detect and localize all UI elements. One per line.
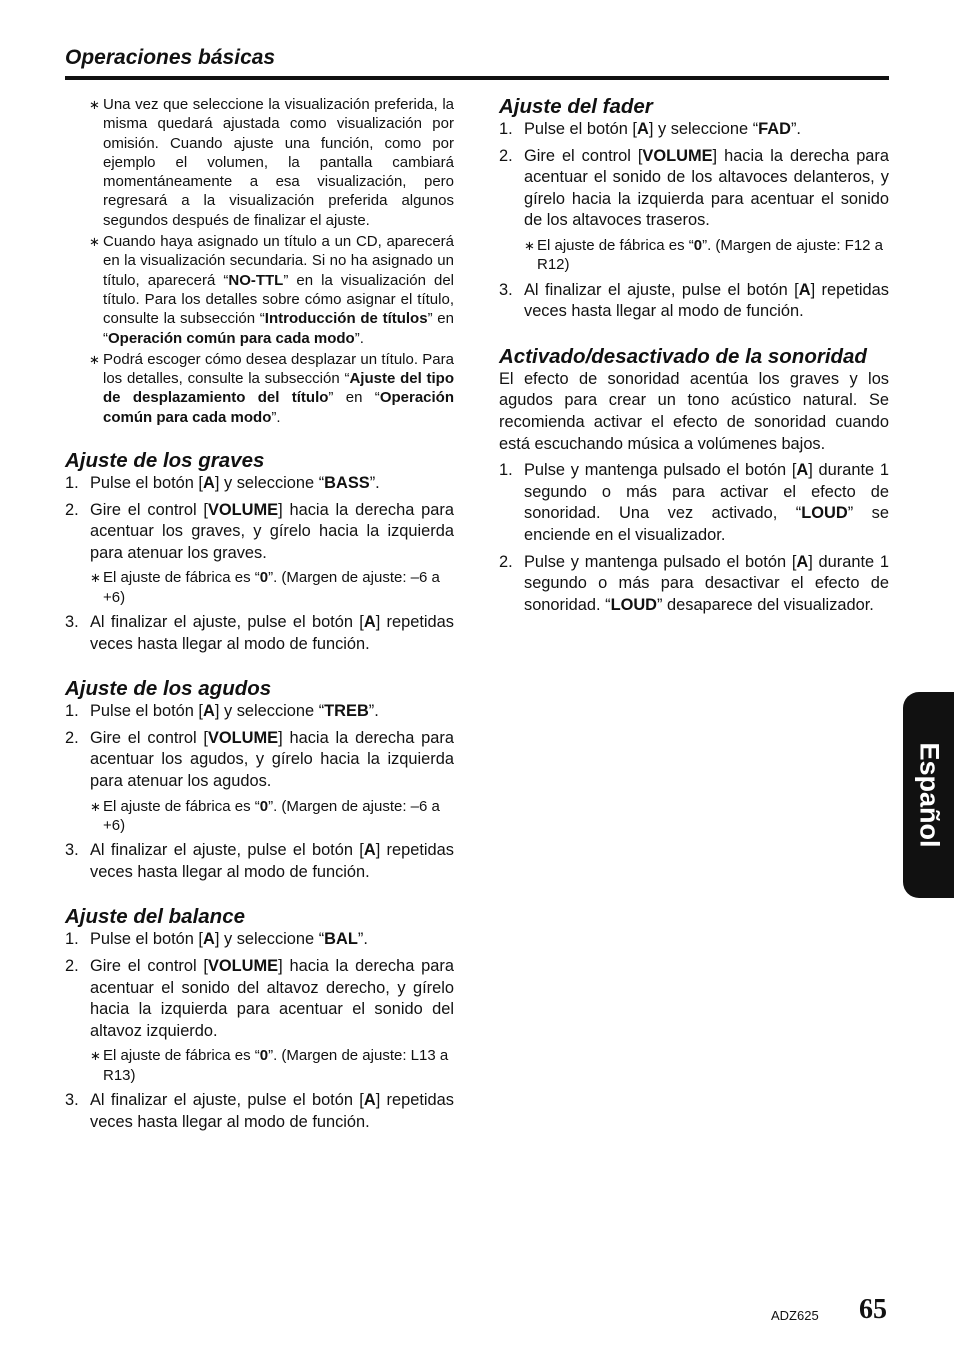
bold-term: 0 bbox=[259, 797, 269, 815]
section-title: Activado/desactivado de la sonoridad bbox=[499, 344, 867, 368]
section-title: Ajuste de los graves bbox=[65, 449, 265, 473]
step-text: Pulse el botón [A] y seleccione “BASS”. bbox=[90, 474, 380, 493]
bold-term: VOLUME bbox=[207, 500, 279, 519]
asterisk-icon: ∗ bbox=[524, 237, 535, 253]
bold-term: A bbox=[363, 841, 376, 860]
step-number: 3. bbox=[65, 1090, 79, 1109]
language-tab bbox=[903, 692, 954, 898]
step-text: Pulse el botón [A] y seleccione “FAD”. bbox=[524, 120, 801, 138]
right-column bbox=[499, 95, 889, 621]
step-item bbox=[499, 460, 889, 546]
section bbox=[65, 905, 454, 1133]
step-note bbox=[65, 568, 454, 607]
bold-term: A bbox=[203, 930, 215, 949]
bold-term: A bbox=[796, 552, 809, 571]
bold-term: VOLUME bbox=[207, 728, 279, 747]
language-tab-label: Español bbox=[914, 742, 944, 848]
bold-term: LOUD bbox=[801, 504, 848, 523]
note-text: El ajuste de fábrica es “0”. (Margen de ajuste: L13 a R13) bbox=[103, 1047, 449, 1084]
step-text: Pulse el botón [A] y seleccione “BAL”. bbox=[90, 930, 368, 949]
bold-term: Ajuste del tipo de desplazamiento del título bbox=[103, 370, 455, 407]
section bbox=[65, 449, 454, 655]
section-title: Ajuste del fader bbox=[499, 95, 653, 118]
bold-term: A bbox=[796, 461, 809, 480]
step-text: Al finalizar el ajuste, pulse el botón [A] repetidas veces hasta llegar al modo de función. bbox=[90, 841, 454, 881]
step-item bbox=[65, 701, 454, 723]
note-text: Una vez que seleccione la visualización preferida, la misma quedará ajustada como visualización por omisión. Cuando ajuste una función, como por ejemplo el volumen, la pantalla cambiará momentáneamente a esa visualización, pero regresará a la visualización preferida algunos segundos después de finalizar el ajuste. bbox=[103, 96, 454, 229]
bold-term: TREB bbox=[324, 702, 369, 721]
step-number: 1. bbox=[65, 930, 79, 949]
section-title: Ajuste del balance bbox=[65, 905, 246, 929]
page-section-title: Operaciones básicas bbox=[65, 46, 276, 69]
note-text: El ajuste de fábrica es “0”. (Margen de ajuste: –6 a +6) bbox=[103, 569, 440, 606]
bold-term: A bbox=[363, 613, 376, 632]
bold-term: BASS bbox=[324, 474, 370, 493]
intro-notes bbox=[65, 95, 454, 427]
bold-term: LOUD bbox=[610, 595, 657, 614]
step-number: 2. bbox=[499, 146, 513, 165]
step-number: 1. bbox=[65, 474, 79, 493]
step-number: 3. bbox=[65, 841, 79, 860]
step-number: 1. bbox=[499, 461, 513, 480]
step-text: Gire el control [VOLUME] hacia la derecha para acentuar los agudos, y gírelo hacia la izquierda para atenuar los agudos. bbox=[90, 728, 454, 790]
step-number: 1. bbox=[65, 702, 79, 721]
bold-term: VOLUME bbox=[207, 956, 279, 975]
step-text: Pulse y mantenga pulsado el botón [A] durante 1 segundo o más para activar el efecto de sonoridad. Una vez activado, “LOUD” se enciende en el visualizador. bbox=[524, 461, 889, 544]
note-text: El ajuste de fábrica es “0”. (Margen de ajuste: –6 a +6) bbox=[103, 797, 440, 834]
note-text: Podrá escoger cómo desea desplazar un título. Para los detalles, consulte la subsección “Ajuste del tipo de desplazamiento del título” en “Operación común para cada modo”. bbox=[103, 350, 455, 426]
page-number: 65 bbox=[859, 1294, 887, 1325]
step-item bbox=[65, 473, 454, 495]
step-item bbox=[65, 500, 454, 565]
bold-term: 0 bbox=[259, 1047, 269, 1065]
step-text: Gire el control [VOLUME] hacia la derecha para acentuar el sonido de los altavoces delanteros, y gírelo hacia la izquierda para acentuar el sonido de los altavoces traseros. bbox=[524, 146, 889, 230]
asterisk-icon: ∗ bbox=[89, 97, 100, 112]
step-note bbox=[65, 1046, 454, 1085]
bold-term: A bbox=[798, 280, 811, 299]
step-text: Pulse y mantenga pulsado el botón [A] durante 1 segundo o más para desactivar el efecto de sonoridad. “LOUD” desaparece del visualizador. bbox=[524, 552, 889, 614]
step-number: 2. bbox=[65, 956, 79, 975]
section-paragraph: El efecto de sonoridad acentúa los graves y los agudos para crear un tono acústico natural. Se recomienda activar el efecto de sonoridad cuando está escuchando música a volúmenes bajos. bbox=[499, 369, 889, 453]
bold-term: A bbox=[637, 120, 649, 138]
step-text: Pulse el botón [A] y seleccione “TREB”. bbox=[90, 702, 379, 721]
bold-term: Operación común para cada modo bbox=[103, 389, 454, 426]
step-item bbox=[65, 728, 454, 793]
step-note bbox=[65, 797, 454, 836]
bold-term: Operación común para cada modo bbox=[108, 329, 355, 347]
left-column bbox=[65, 95, 454, 1138]
step-item bbox=[499, 119, 889, 141]
step-number: 3. bbox=[65, 613, 79, 632]
step-number: 2. bbox=[65, 500, 79, 519]
model-number: ADZ625 bbox=[771, 1308, 819, 1323]
right-sections bbox=[499, 95, 889, 616]
step-note bbox=[499, 236, 889, 275]
step-text: Al finalizar el ajuste, pulse el botón [A] repetidas veces hasta llegar al modo de función. bbox=[90, 613, 454, 653]
step-text: Gire el control [VOLUME] hacia la derecha para acentuar el sonido del altavoz derecho, y gírelo hacia la izquierda para acentuar el sonido del altavoz izquierdo. bbox=[90, 956, 454, 1040]
step-item bbox=[499, 552, 889, 617]
bold-term: A bbox=[203, 474, 215, 493]
bold-term: 0 bbox=[693, 236, 703, 254]
step-number: 2. bbox=[499, 552, 513, 571]
asterisk-icon: ∗ bbox=[90, 1048, 101, 1064]
asterisk-icon: ∗ bbox=[89, 351, 100, 367]
section bbox=[499, 345, 889, 617]
note-item bbox=[65, 232, 454, 348]
bold-term: 0 bbox=[259, 569, 269, 587]
section-title: Ajuste de los agudos bbox=[65, 677, 272, 701]
section bbox=[499, 95, 889, 323]
section bbox=[65, 677, 454, 883]
step-text: Gire el control [VOLUME] hacia la derecha para acentuar los graves, y gírelo hacia la izquierda para atenuar los graves. bbox=[90, 500, 454, 562]
asterisk-icon: ∗ bbox=[90, 570, 101, 586]
step-item bbox=[65, 956, 454, 1042]
step-text: Al finalizar el ajuste, pulse el botón [A] repetidas veces hasta llegar al modo de función. bbox=[90, 1090, 454, 1131]
bold-term: A bbox=[203, 702, 215, 721]
asterisk-icon: ∗ bbox=[90, 798, 101, 814]
step-number: 2. bbox=[65, 728, 79, 747]
step-number: 1. bbox=[499, 120, 513, 138]
step-item bbox=[65, 1090, 454, 1133]
left-sections bbox=[65, 449, 454, 1133]
note-item bbox=[65, 350, 454, 427]
note-text: Cuando haya asignado un título a un CD, aparecerá en la visualización secundaria. Si no ha asignado un título, aparecerá “NO-TTL” en la visualización del título. Para los detalles sobre cómo asignar el título, consulte la subsección “Introducción de títulos” en “Operación común para cada modo”. bbox=[103, 233, 454, 347]
bold-term: BAL bbox=[324, 930, 358, 949]
step-item bbox=[499, 280, 889, 323]
step-item bbox=[499, 146, 889, 232]
note-text: El ajuste de fábrica es “0”. (Margen de ajuste: F12 a R12) bbox=[537, 236, 884, 274]
step-number: 3. bbox=[499, 280, 513, 299]
step-item bbox=[65, 612, 454, 655]
bold-term: NO-TTL bbox=[228, 271, 284, 289]
step-text: Al finalizar el ajuste, pulse el botón [A] repetidas veces hasta llegar al modo de función. bbox=[524, 280, 889, 321]
header-rule bbox=[65, 76, 889, 80]
bold-term: FAD bbox=[758, 120, 791, 138]
bold-term: A bbox=[363, 1090, 376, 1109]
asterisk-icon: ∗ bbox=[89, 234, 100, 250]
bold-term: VOLUME bbox=[642, 146, 713, 165]
step-item bbox=[65, 840, 454, 883]
bold-term: Introducción de títulos bbox=[264, 310, 428, 328]
note-item bbox=[65, 95, 454, 230]
step-item bbox=[65, 929, 454, 951]
